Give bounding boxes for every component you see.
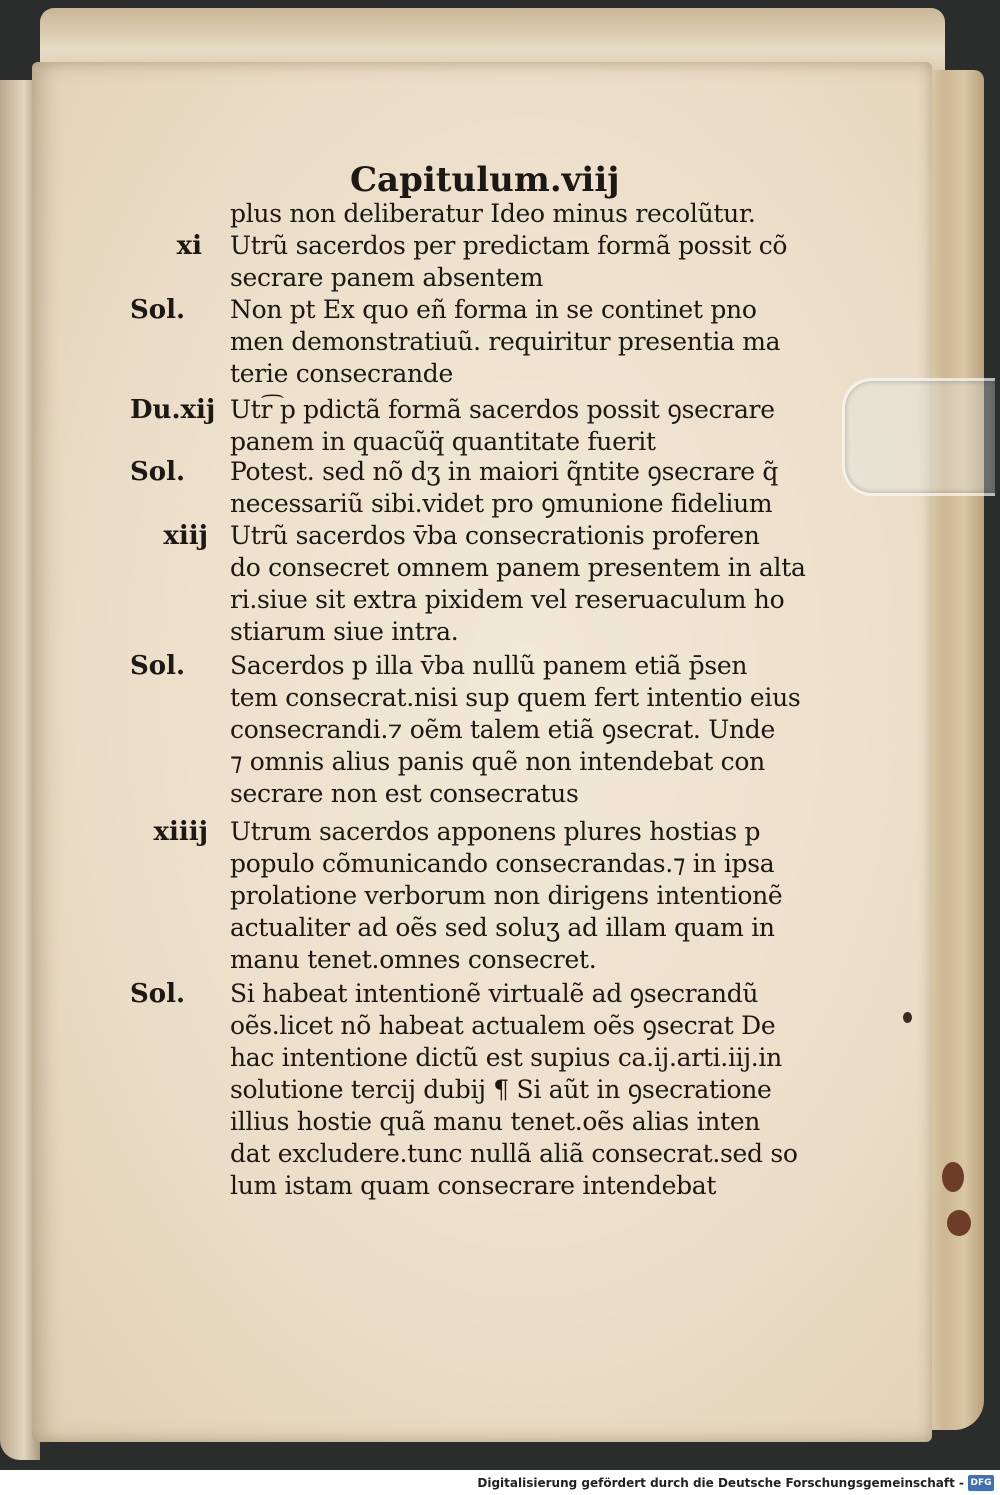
funding-credit: Digitalisierung gefördert durch die Deutsche Forschungsgemeinschaft - xyxy=(477,1476,964,1490)
margin-marker: xiij xyxy=(163,521,208,551)
entry-lines xyxy=(230,816,790,976)
entry-lines xyxy=(230,230,790,294)
text-line: stiarum siue intra. xyxy=(230,617,459,646)
margin-marker: xiiij xyxy=(153,817,208,847)
text-line: Sacerdos p illa v̄ba nullũ panem etiã p̄sen xyxy=(230,651,748,680)
entry-lines xyxy=(230,294,790,390)
text-line: necessariũ sibi.videt pro ꝯmunione fidelium xyxy=(230,489,773,518)
entry-lines xyxy=(230,978,798,1202)
chapter-heading: Capitulum.viij xyxy=(350,160,620,200)
entry-lines xyxy=(230,198,790,230)
margin-marker: xi xyxy=(176,231,202,261)
entry-lines xyxy=(230,456,790,520)
text-line: secrare panem absentem xyxy=(230,263,544,292)
text-line: tem consecrat.nisi sup quem fert intentio eius xyxy=(230,683,801,712)
margin-marker: Sol. xyxy=(130,295,186,325)
margin-marker: Sol. xyxy=(130,651,186,681)
text-line: Utrũ sacerdos v̄ba consecrationis proferen xyxy=(230,521,760,550)
text-line: Non pt Ex quo eñ forma in se continet pno xyxy=(230,295,757,324)
text-line: secrare non est consecratus xyxy=(230,779,579,808)
text-line: manu tenet.omnes consecret. xyxy=(230,945,597,974)
text-line: men demonstratiuũ. requiritur presentia ma xyxy=(230,327,781,356)
text-line: hac intentione dictũ est supius ca.ij.arti.iij.in xyxy=(230,1043,782,1072)
text-line: lum istam quam consecrare intendebat xyxy=(230,1171,717,1200)
text-line: terie consecrande xyxy=(230,359,453,388)
entry-lines xyxy=(230,394,790,458)
entry-lines xyxy=(230,520,806,648)
text-line: oẽs.licet nõ habeat actualem oẽs ꝯsecrat De xyxy=(230,1011,776,1040)
text-line: Utrũ sacerdos per predictam formã possit cõ xyxy=(230,231,788,260)
text-line: panem in quacũq̈ quantitate fuerit xyxy=(230,427,656,456)
text-line: dat excludere.tunc nullã aliã consecrat.sed so xyxy=(230,1139,798,1168)
text-line: ⁊ omnis alius panis quẽ non intendebat con xyxy=(230,747,765,776)
entry-lines xyxy=(230,650,801,810)
text-line: plus non deliberatur Ideo minus recolũtur. xyxy=(230,199,756,228)
text-line: populo cõmunicando consecrandas.⁊ in ipsa xyxy=(230,849,775,878)
text-line: Si habeat intentionẽ virtualẽ ad ꝯsecrandũ xyxy=(230,979,759,1008)
text-line: prolatione verborum non dirigens intentionẽ xyxy=(230,881,783,910)
dfg-logo: DFG xyxy=(968,1475,994,1491)
margin-marker: Sol. xyxy=(130,457,186,487)
text-line: Utrum sacerdos apponens plures hostias p xyxy=(230,817,761,846)
text-line: Potest. sed nõ dʒ in maiori q̃ntite ꝯsecrare q̃ xyxy=(230,457,779,486)
margin-marker: Sol. xyxy=(130,979,186,1009)
text-line: ri.siue sit extra pixidem vel reseruaculum ho xyxy=(230,585,785,614)
margin-marker: Du.xij xyxy=(130,395,216,425)
text-line: illius hostie quã manu tenet.oẽs alias inten xyxy=(230,1107,761,1136)
text-line: consecrandi.⁊ oẽm talem etiã ꝯsecrat. Unde xyxy=(230,715,775,744)
text-line: Utr͡ p pdictã formã sacerdos possit ꝯsecrare xyxy=(230,395,775,424)
text-line: actualiter ad oẽs sed soluʒ ad illam quam in xyxy=(230,913,775,942)
text-line: solutione tercij dubij ¶ Si aũt in ꝯsecratione xyxy=(230,1075,772,1104)
footer-bar xyxy=(0,1470,1000,1495)
text-line: do consecret omnem panem presentem in alta xyxy=(230,553,806,582)
